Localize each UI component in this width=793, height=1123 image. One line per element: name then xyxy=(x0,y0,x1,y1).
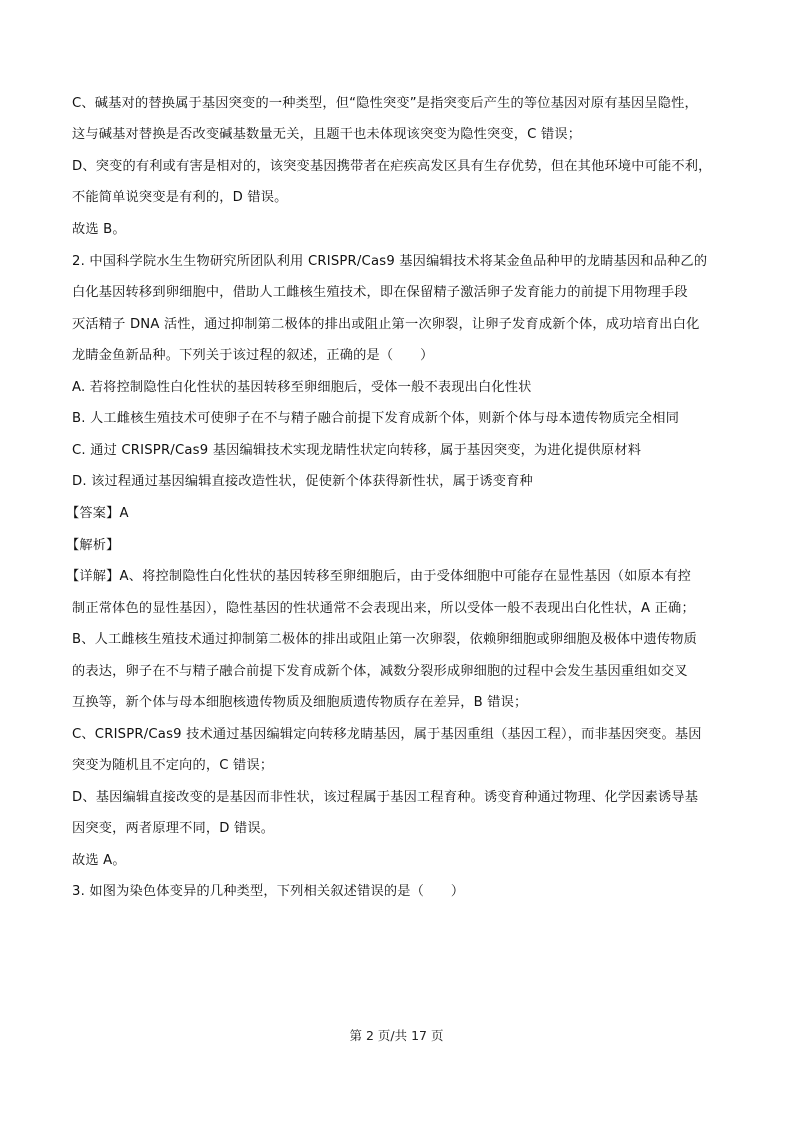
option-b: B. 人工雌核生殖技术可使卵子在不与精子融合前提下发育成新个体，则新个体与母本遗传物质完全相同 xyxy=(72,411,680,426)
analysis-label: 【解析】 xyxy=(66,538,120,553)
option-d: D. 该过程通过基因编辑直接改造性状，促使新个体获得新性状，属于诱变育种 xyxy=(72,474,533,489)
answer-choice: 故选 B。 xyxy=(72,222,126,237)
question-text: 2. 中国科学院水生生物研究所团队利用 CRISPR/Cas9 基因编辑技术将某金鱼品种甲的龙睛基因和品种乙的 xyxy=(72,254,708,269)
page-footer: 第 2 页/共 17 页 xyxy=(349,1028,444,1043)
text-line: 这与碱基对替换是否改变碱基数量无关，且题干也未体现该突变为隐性突变，C 错误； xyxy=(72,127,582,142)
explanation-text: 【详解】A、将控制隐性白化性状的基因转移至卵细胞后，由于受体细胞中可能存在显性基因（如原本有控 xyxy=(66,569,692,584)
text-line: D、突变的有利或有害是相对的，该突变基因携带者在疟疾高发区具有生存优势，但在其他环境中可能不利， xyxy=(72,159,712,174)
explanation-text: B、人工雌核生殖技术通过抑制第二极体的排出或阻止第一次卵裂，依赖卵细胞或卵细胞及极体中遗传物质 xyxy=(72,632,698,647)
explanation-text: 互换等，新个体与母本细胞核遗传物质及细胞质遗传物质存在差异，B 错误； xyxy=(72,695,528,710)
explanation-text: 的表达，卵子在不与精子融合前提下发育成新个体，减数分裂形成卵细胞的过程中会发生基因重组如交叉 xyxy=(72,664,688,679)
explanation-text: 制正常体色的显性基因），隐性基因的性状通常不会表现出来，所以受体一般不表现出白化性状，A 正确； xyxy=(72,601,695,616)
explanation-text: D、基因编辑直接改变的是基因而非性状，该过程属于基因工程育种。诱变育种通过物理、化学因素诱导基 xyxy=(72,790,699,805)
question-text: 白化基因转移到卵细胞中，借助人工雌核生殖技术，即在保留精子激活卵子发育能力的前提下用物理手段 xyxy=(72,285,688,300)
question-text: 3. 如图为染色体变异的几种类型，下列相关叙述错误的是（ ） xyxy=(72,884,465,899)
text-line: C、碱基对的替换属于基因突变的一种类型，但“隐性突变”是指突变后产生的等位基因对原有基因呈隐性， xyxy=(72,96,698,111)
explanation-text: 因突变，两者原理不同，D 错误。 xyxy=(72,821,275,836)
option-a: A. 若将控制隐性白化性状的基因转移至卵细胞后，受体一般不表现出白化性状 xyxy=(72,380,532,395)
question-text: 灭活精子 DNA 活性，通过抑制第二极体的排出或阻止第一次卵裂，让卵子发育成新个体，成功培育出白化 xyxy=(72,317,700,332)
answer-choice: 故选 A。 xyxy=(72,853,126,868)
explanation-text: 突变为随机且不定向的，C 错误； xyxy=(72,758,274,773)
answer-label: 【答案】A xyxy=(66,506,129,521)
text-line: 不能简单说突变是有利的，D 错误。 xyxy=(72,190,288,205)
explanation-text: C、CRISPR/Cas9 技术通过基因编辑定向转移龙睛基因，属于基因重组（基因工程），而非基因突变。基因 xyxy=(72,727,702,742)
option-c: C. 通过 CRISPR/Cas9 基因编辑技术实现龙睛性状定向转移，属于基因突变，为进化提供原材料 xyxy=(72,443,642,458)
question-text: 龙睛金鱼新品种。下列关于该过程的叙述，正确的是（ ） xyxy=(72,348,434,363)
